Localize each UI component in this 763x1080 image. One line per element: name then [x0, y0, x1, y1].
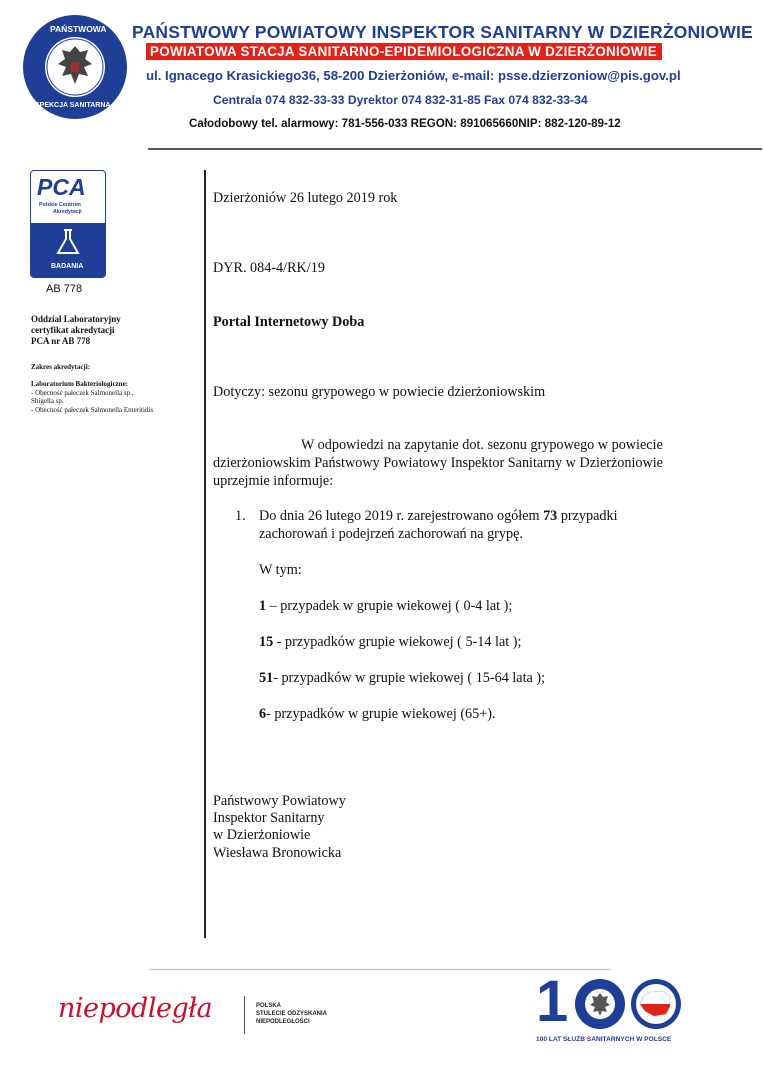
list-item-line1: [259, 507, 618, 525]
ab-number: AB 778: [46, 283, 83, 295]
case-count: 15: [259, 634, 274, 650]
paragraph-line2: dzierżoniowskim Państwowy Powiatowy Inspektor Sanitarny w Dzierżoniowie: [213, 455, 663, 471]
letter-reference: DYR. 084-4/RK/19: [213, 260, 325, 276]
header-line2: POWIATOWA STACJA SANITARNO-EPIDEMIOLOGICZNA W DZIERŻONIOWIE: [146, 43, 662, 60]
pca-logo-text: PCA: [37, 174, 86, 200]
case-row-4: [259, 705, 496, 723]
lab-item1b: Shigella sp.: [31, 397, 64, 405]
case-text: - przypadków w grupie wiekowej ( 15-64 lata );: [273, 670, 546, 686]
case-row-3: [259, 669, 545, 687]
case-count: 6: [259, 706, 267, 722]
header-alarm-regon: Całodobowy tel. alarmowy: 781-556-033 REGON: 891065660NIP: 882-120-89-12: [189, 117, 621, 130]
w-tym: W tym:: [259, 562, 302, 578]
item-text-a: Do dnia 26 lutego 2019 r. zarejestrowano ogółem: [259, 508, 544, 524]
header-address: ul. Ignacego Krasickiego36, 58-200 Dzierżoniów, e-mail: psse.dzierzoniow@pis.gov.pl: [146, 68, 681, 83]
lab-item2: - Obecność pałeczek Salmonella Enteritidis: [31, 406, 154, 414]
case-text: - przypadków grupie wiekowej ( 5-14 lat );: [273, 634, 522, 650]
logo-text-top: PAŃSTWOWA: [50, 24, 107, 34]
case-row-2: [259, 633, 521, 651]
cert-line3: PCA nr AB 778: [31, 336, 91, 346]
case-text: - przypadków w grupie wiekowej (65+).: [266, 706, 496, 722]
list-item-line2: zachorowań i podejrzeń zachorowań na grypę.: [259, 526, 523, 542]
case-text: – przypadek w grupie wiekowej ( 0-4 lat );: [266, 598, 513, 614]
signature-line2: Inspektor Sanitarny: [213, 810, 325, 826]
header-divider: [148, 148, 762, 150]
cert-line2: certyfikat akredytacji: [31, 325, 115, 335]
pca-badge-text: BADANIA: [51, 263, 84, 270]
case-count: 51: [259, 670, 274, 686]
paragraph-line3: uprzejmie informuje:: [213, 473, 334, 489]
paragraph-line1: W odpowiedzi na zapytanie dot. sezonu grypowego w powiecie: [301, 437, 663, 453]
hundred-one: 1: [536, 969, 569, 1034]
signature-line4: Wiesława Bronowicka: [213, 845, 342, 861]
flask-icon: [53, 227, 83, 257]
logo-text-bottom: INSPEKCJA SANITARNA: [28, 102, 111, 109]
case-row-1: [259, 597, 512, 615]
case-count: 1: [259, 598, 267, 614]
item-total: 73: [543, 508, 558, 524]
anniversary-logo: [534, 969, 694, 1050]
item-text-b: przypadki: [557, 508, 618, 524]
list-number: 1.: [235, 508, 246, 524]
vertical-divider: [204, 170, 206, 938]
np-line3: NIEPODLEGŁOŚCI: [256, 1019, 310, 1025]
header-phones: Centrala 074 832-33-33 Dyrektor 074 832-31-85 Fax 074 832-33-34: [213, 93, 588, 107]
np-line2: STULECIE ODZYSKANIA: [256, 1011, 328, 1017]
cert-line1: Oddział Laboratoryjny: [31, 314, 121, 324]
np-line1: POLSKA: [256, 1003, 282, 1009]
lab-item1: - Obecność pałeczek Salmonella sp.,: [31, 389, 134, 397]
inspection-seal-icon: [574, 978, 626, 1030]
pca-sub2: Akredytacji: [53, 209, 82, 215]
letter-date: Dzierżoniów 26 lutego 2019 rok: [213, 190, 398, 206]
header-line1: PAŃSTWOWY POWIATOWY INSPEKTOR SANITARNY W DZIERŻONIOWIE: [132, 22, 753, 42]
poland-map-icon: [630, 978, 682, 1030]
pca-badge-box: [31, 223, 105, 277]
niepodlegla-separator: [244, 996, 245, 1034]
signature-line3: w Dzierżoniowie: [213, 827, 311, 843]
niepodlegla-wordmark: niepodległa: [58, 993, 213, 1024]
anniversary-caption: 100 LAT SŁUŻB SANITARNYCH W POLSCE: [536, 1036, 672, 1043]
lab-title: Laboratorium Bakteriologiczne:: [31, 380, 129, 388]
signature-line1: Państwowy Powiatowy: [213, 793, 346, 809]
pis-logo: [22, 14, 128, 120]
pca-logo: [30, 170, 106, 278]
letter-recipient: Portal Internetowy Doba: [213, 314, 365, 330]
letter-subject: Dotyczy: sezonu grypowego w powiecie dzierżoniowskim: [213, 384, 546, 400]
scope-title: Zakres akredytacji:: [31, 363, 91, 371]
pca-sub1: Polskie Centrum: [39, 202, 81, 208]
